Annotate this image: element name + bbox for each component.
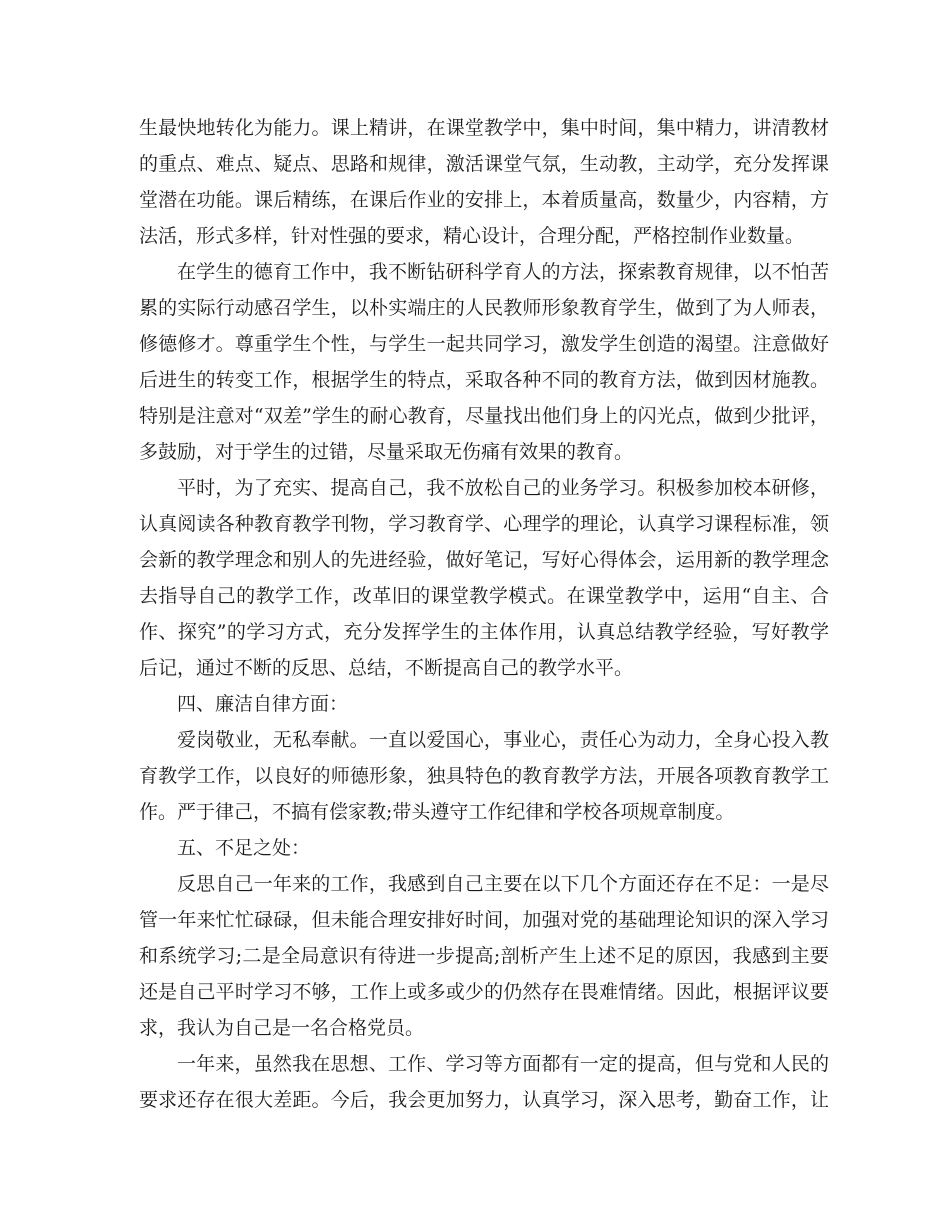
paragraph-line: 反思自己一年来的工作，我感到自己主要在以下几个方面还存在不足：一是尽 (177, 873, 829, 895)
paragraph-line: 平时，为了充实、提高自己，我不放松自己的业务学习。积极参加校本研修， (177, 477, 829, 499)
document-body (139, 110, 829, 1118)
paragraph-line: 在学生的德育工作中，我不断钻研科学育人的方法，探索教育规律，以不怕苦 (177, 261, 829, 283)
paragraph-line: 一年来，虽然我在思想、工作、学习等方面都有一定的提高，但与党和人民的 (177, 1053, 829, 1075)
paragraph-line: 特别是注意对“双差”学生的耐心教育，尽量找出他们身上的闪光点，做到少批评， (139, 405, 829, 427)
section-heading: 五、不足之处： (177, 837, 311, 859)
section-heading: 四、廉洁自律方面： (177, 693, 349, 715)
paragraph-line: 后进生的转变工作，根据学生的特点，采取各种不同的教育方法，做到因材施教。 (139, 369, 829, 391)
paragraph-line: 认真阅读各种教育教学刊物，学习教育学、心理学的理论，认真学习课程标准，领 (139, 513, 829, 535)
paragraph-line: 后记，通过不断的反思、总结，不断提高自己的教学水平。 (139, 657, 634, 679)
paragraph-line: 作。严于律己，不搞有偿家教;带头遵守工作纪律和学校各项规章制度。 (139, 801, 735, 823)
paragraph-line: 还是自己平时学习不够，工作上或多或少的仍然存在畏难情绪。因此，根据评议要 (139, 981, 829, 1003)
paragraph-line: 要求还存在很大差距。今后，我会更加努力，认真学习，深入思考，勤奋工作，让 (139, 1089, 829, 1111)
paragraph-line: 堂潜在功能。课后精练，在课后作业的安排上，本着质量高，数量少，内容精，方 (139, 189, 829, 211)
paragraph-line: 育教学工作，以良好的师德形象，独具特色的教育教学方法，开展各项教育教学工 (139, 765, 829, 787)
paragraph-line: 作、探究”的学习方式，充分发挥学生的主体作用，认真总结教学经验，写好教学 (139, 621, 829, 643)
paragraph-line: 爱岗敬业，无私奉献。一直以爱国心，事业心，责任心为动力，全身心投入教 (177, 729, 829, 751)
paragraph-line: 的重点、难点、疑点、思路和规律，激活课堂气氛，生动教，主动学，充分发挥课 (139, 153, 829, 175)
paragraph-line: 累的实际行动感召学生，以朴实端庄的人民教师形象教育学生，做到了为人师表， (139, 297, 829, 319)
paragraph-line: 多鼓励，对于学生的过错，尽量采取无伤痛有效果的教育。 (139, 441, 634, 463)
paragraph-line: 会新的教学理念和别人的先进经验，做好笔记，写好心得体会，运用新的教学理念 (139, 549, 829, 571)
paragraph-line: 求，我认为自己是一名合格党员。 (139, 1017, 425, 1039)
paragraph-line: 去指导自己的教学工作，改革旧的课堂教学模式。在课堂教学中，运用“自主、合 (139, 585, 829, 607)
paragraph-line: 和系统学习;二是全局意识有待进一步提高;剖析产生上述不足的原因，我感到主要 (139, 945, 829, 967)
paragraph-line: 生最快地转化为能力。课上精讲，在课堂教学中，集中时间，集中精力，讲清教材 (139, 117, 829, 139)
paragraph-line: 管一年来忙忙碌碌，但未能合理安排好时间，加强对党的基础理论知识的深入学习 (139, 909, 829, 931)
paragraph-line: 修德修才。尊重学生个性，与学生一起共同学习，激发学生创造的渴望。注意做好 (139, 333, 829, 355)
paragraph-line: 法活，形式多样，针对性强的要求，精心设计，合理分配，严格控制作业数量。 (139, 225, 805, 247)
